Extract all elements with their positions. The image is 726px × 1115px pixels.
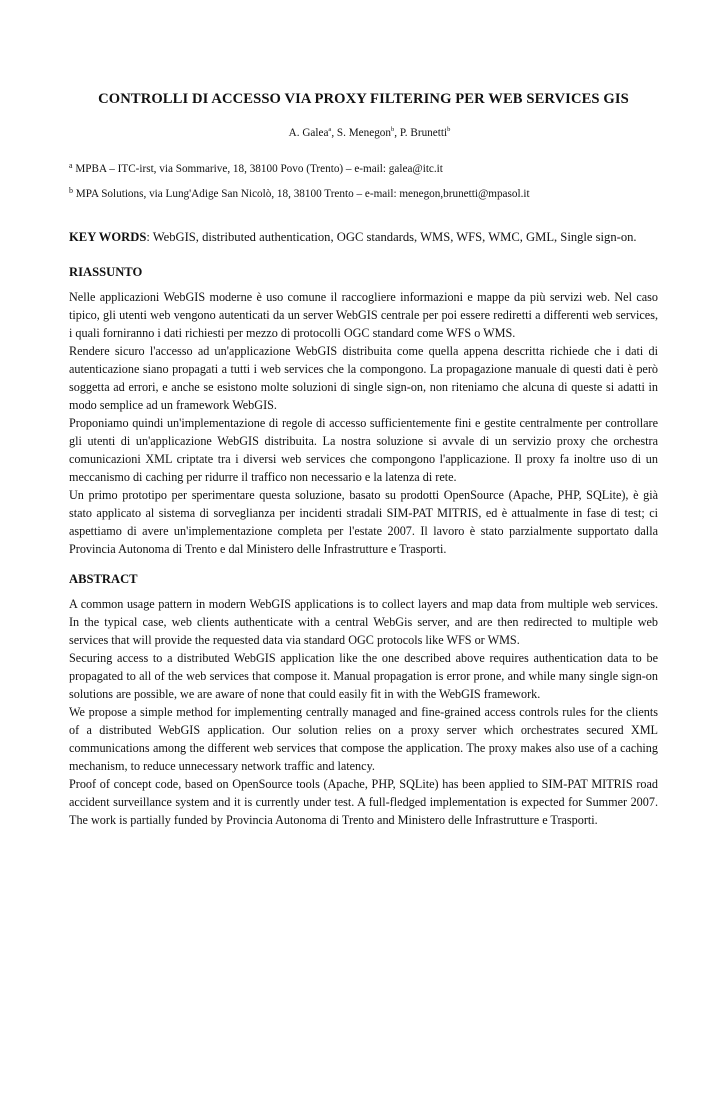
riassunto-heading: RIASSUNTO: [69, 265, 143, 279]
document-page: [0, 91, 726, 1115]
author-name: A. Galea: [288, 127, 329, 139]
affiliation-text: MPBA – ITC-irst, via Sommarive, 18, 38100 Povo (Trento) – e-mail: galea@itc.it: [72, 163, 443, 175]
keywords-label: KEY WORDS: [69, 230, 147, 244]
paper-title: CONTROLLI DI ACCESSO VIA PROXY FILTERING PER WEB SERVICES GIS: [98, 91, 629, 107]
affiliation-mark: b: [69, 186, 73, 195]
affiliation-a: [69, 163, 658, 175]
riassunto-body: [69, 288, 658, 558]
abstract-paragraph: We propose a simple method for implementing centrally managed and fine-grained access controls rules for the clients of a distributed WebGIS application. Our solution relies on a proxy server which orchestrates secured XML communications among the different web services that compose the application. The proxy makes also use of a caching mechanism, to reduce unnecessary network traffic and latency.: [69, 705, 658, 773]
affiliation-b: [69, 188, 658, 200]
keywords-line: [69, 230, 658, 245]
abstract-paragraph: Proof of concept code, based on OpenSource tools (Apache, PHP, SQLite) has been applied to SIM-PAT MITRIS road accident surveillance system and it is currently under test. A full-fledged implementation is expected for Summer 2007. The work is partially funded by Provincia Autonoma di Trento and Ministero delle Infrastrutture e Trasporti.: [69, 777, 658, 827]
riassunto-paragraph: Proponiamo quindi un'implementazione di regole di accesso sufficientemente fini e gestite centralmente per controllare gli utenti di un'applicazione WebGIS distribuita. La nostra soluzione si avvale di un servizio proxy che orchestra comunicazioni XML criptate tra i diversi web services che compongono l'applicazione. Il proxy fa inoltre uso di un meccanismo di caching per ridurre il traffico non necessario e la latenza di rete.: [69, 416, 658, 484]
abstract-paragraph: Securing access to a distributed WebGIS application like the one described above requires authentication data to be propagated to all of the web services that compose it. Manual propagation is error prone, and while many single sign-on solutions are possible, we are aware of none that could easily fit in with the WebGIS framework.: [69, 651, 658, 701]
author-separator: ,: [331, 127, 337, 139]
riassunto-paragraph: Rendere sicuro l'accesso ad un'applicazione WebGIS distribuita come quella appena descritta richiede che i dati di autenticazione siano propagati a tutti i web services che la compongono. La propagazione manuale di questi dati è però soggetta ad errori, e anche se esistono molte soluzioni di single sign-on, non riteniamo che alcuna di queste si adatti in modo semplice ad un framework WebGIS.: [69, 344, 658, 412]
author-affiliation-mark: b: [447, 126, 451, 133]
author-affiliation-mark: b: [390, 126, 395, 133]
riassunto-paragraph: Un primo prototipo per sperimentare questa soluzione, basato su prodotti OpenSource (Apache, PHP, SQLite), è già stato applicato al sistema di sorveglianza per incidenti stradali SIM-PAT MITRIS, ed è attualmente in fase di test; ci aspettiamo di avere un'implementazione completa per l'estate 2007. Il lavoro è stato parzialmente supportato dalla Provincia Autonoma di Trento e dal Ministero delle Infrastrutture e Trasporti.: [69, 488, 658, 556]
author-separator: ,: [394, 127, 400, 139]
affiliation-text: MPA Solutions, via Lung'Adige San Nicolò, 18, 38100 Trento – e-mail: menegon,brunetti@mpasol.it: [73, 188, 530, 200]
author-affiliation-mark: a: [328, 126, 332, 133]
affiliation-mark: a: [69, 161, 73, 170]
author-list: [81, 127, 658, 139]
author-name: P. Brunetti: [399, 127, 448, 139]
riassunto-paragraph: Nelle applicazioni WebGIS moderne è uso comune il raccogliere informazioni e mappe da più servizi web. Nel caso tipico, gli utenti web vengono autenticati da un server WebGIS centrale per poi essere rediretti a differenti web services, i quali forniranno i dati richiesti per mezzo di protocolli OGC standard come WFS o WMS.: [69, 290, 658, 340]
keywords-text: : WebGIS, distributed authentication, OGC standards, WMS, WFS, WMC, GML, Single sign-on.: [146, 230, 637, 244]
abstract-heading: ABSTRACT: [69, 572, 138, 586]
abstract-paragraph: A common usage pattern in modern WebGIS applications is to collect layers and map data from multiple web services. In the typical case, web clients authenticate with a central WebGis server, and are then redirected to multiple web services that will provide the requested data via standard OGC protocols like WFS or WMS.: [69, 597, 658, 647]
author-name: S. Menegon: [336, 127, 391, 139]
abstract-body: [69, 595, 658, 829]
